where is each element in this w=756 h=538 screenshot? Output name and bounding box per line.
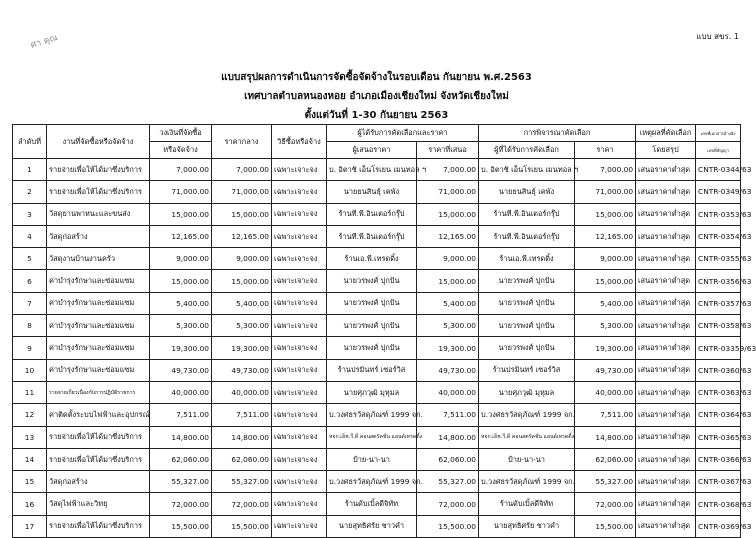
cell-bidder: นายศุภวุฒิ มุหุมล xyxy=(327,381,417,403)
cell-budget: 71,000.00 xyxy=(150,181,212,203)
cell-median: 49,730.00 xyxy=(212,359,272,381)
cell-contract: CNTR-0354/63 xyxy=(696,225,741,247)
cell-budget: 49,730.00 xyxy=(150,359,212,381)
cell-no: 3 xyxy=(13,203,47,225)
header-budget: วงเงินที่จัดซื้อ xyxy=(150,125,212,142)
cell-budget: 19,300.00 xyxy=(150,337,212,359)
cell-method: เฉพาะเจาะจง xyxy=(272,181,327,203)
cell-bidder: บ.วงศธรวัสดุภัณฑ์ 1999 จก. xyxy=(327,404,417,426)
cell-bid-price: 7,000.00 xyxy=(417,159,479,181)
header-method: วิธีซื้อหรือจ้าง xyxy=(272,125,327,159)
cell-reason: เสนอราคาต่ำสุด xyxy=(636,426,696,448)
table-row xyxy=(13,315,741,337)
cell-price: 40,000.00 xyxy=(575,381,636,403)
cell-budget: 15,000.00 xyxy=(150,203,212,225)
cell-winner: ร้านปรมินทร์ เซอร์วิส xyxy=(479,359,575,381)
cell-budget: 7,000.00 xyxy=(150,159,212,181)
cell-price: 5,400.00 xyxy=(575,292,636,314)
cell-median: 15,000.00 xyxy=(212,203,272,225)
cell-median: 19,300.00 xyxy=(212,337,272,359)
cell-item: ค่าติดตั้งระบบไฟฟ้าและอุปกรณ์ xyxy=(47,404,150,426)
cell-median: 5,400.00 xyxy=(212,292,272,314)
cell-method: เฉพาะเจาะจง xyxy=(272,381,327,403)
cell-bidder: นายวรพงศ์ ปุกปัน xyxy=(327,337,417,359)
cell-bid-price: 71,000.00 xyxy=(417,181,479,203)
cell-budget: 40,000.00 xyxy=(150,381,212,403)
cell-item: ค่าบำรุงรักษาและซ่อมแซม xyxy=(47,292,150,314)
table-row xyxy=(13,225,741,247)
cell-bidder: หจก.เอ็ช.วี.ดี คอนสตรัคชั่น แอนด์เทรดดิ้ง xyxy=(327,426,417,448)
cell-item: วัสดุก่อสร้าง xyxy=(47,471,150,493)
cell-bidder: นายสุทธิศรัย ชาวคำ xyxy=(327,515,417,537)
cell-winner: นายวรพงศ์ ปุกปัน xyxy=(479,337,575,359)
cell-contract: CNTR-0357/63 xyxy=(696,292,741,314)
cell-contract: CNTR-0360/63 xyxy=(696,359,741,381)
cell-contract: CNTR-0353/63 xyxy=(696,203,741,225)
cell-bid-price: 9,000.00 xyxy=(417,248,479,270)
cell-item: ค่าบำรุงรักษาและซ่อมแซม xyxy=(47,270,150,292)
cell-reason: เสนอราคาต่ำสุด xyxy=(636,359,696,381)
cell-winner: ร้านเอ.พี.เทรดดิ้ง xyxy=(479,248,575,270)
cell-bid-price: 72,000.00 xyxy=(417,493,479,515)
cell-bid-price: 49,730.00 xyxy=(417,359,479,381)
cell-bid-price: 5,300.00 xyxy=(417,315,479,337)
header-reason: เหตุผลที่คัดเลือก xyxy=(636,125,696,142)
table-row xyxy=(13,181,741,203)
cell-contract: CNTR-0369/63 xyxy=(696,515,741,537)
cell-winner: ร้านที.พี.อินเตอร์กรุ๊ป xyxy=(479,203,575,225)
cell-item: รายจ่ายเพื่อให้ได้มาซึ่งบริการ xyxy=(47,448,150,470)
cell-item: วัสดุยานพาหนะและขนส่ง xyxy=(47,203,150,225)
cell-method: เฉพาะเจาะจง xyxy=(272,471,327,493)
cell-no: 16 xyxy=(13,493,47,515)
cell-median: 14,800.00 xyxy=(212,426,272,448)
cell-winner: นายยนสินธุ์ เคพัง xyxy=(479,181,575,203)
cell-winner: ป้าย-นา-นา xyxy=(479,448,575,470)
cell-budget: 5,400.00 xyxy=(150,292,212,314)
cell-method: เฉพาะเจาะจง xyxy=(272,225,327,247)
cell-item: รายจ่ายเพื่อให้ได้มาซึ่งบริการ xyxy=(47,515,150,537)
cell-bidder: นายยนสินธุ์ เคพัง xyxy=(327,181,417,203)
header-item: งานที่จัดซื้อหรือจัดจ้าง xyxy=(47,125,150,159)
cell-winner: ร้านที.พี.อินเตอร์กรุ๊ป xyxy=(479,225,575,247)
cell-method: เฉพาะเจาะจง xyxy=(272,292,327,314)
cell-bidder: ร้านที.พี.อินเตอร์กรุ๊ป xyxy=(327,203,417,225)
cell-item: ค่าบำรุงรักษาและซ่อมแซม xyxy=(47,359,150,381)
cell-method: เฉพาะเจาะจง xyxy=(272,426,327,448)
header-winner: ผู้ที่ได้รับการคัดเลือก xyxy=(479,142,575,159)
cell-no: 17 xyxy=(13,515,47,537)
organization-title: เทศบาลตำบลหนองหอย อำเภอเมืองเชียงใหม่ จังหวัดเชียงใหม่ xyxy=(244,91,509,102)
cell-median: 7,511.00 xyxy=(212,404,272,426)
cell-price: 15,500.00 xyxy=(575,515,636,537)
cell-item: วัสดุก่อสร้าง xyxy=(47,225,150,247)
cell-winner: นายวรพงศ์ ปุกปัน xyxy=(479,270,575,292)
cell-item: วัสดุไฟฟ้าและวิทยุ xyxy=(47,493,150,515)
cell-bidder: ร้านดับเบิ้ลดีจิทัท xyxy=(327,493,417,515)
cell-budget: 15,500.00 xyxy=(150,515,212,537)
cell-bidder: ร้านปรมินทร์ เซอร์วิส xyxy=(327,359,417,381)
cell-no: 5 xyxy=(13,248,47,270)
header-median: ราคากลาง xyxy=(212,125,272,159)
cell-method: เฉพาะเจาะจง xyxy=(272,248,327,270)
table-row xyxy=(13,248,741,270)
cell-contract: CNTR-0356/63 xyxy=(696,270,741,292)
cell-no: 1 xyxy=(13,159,47,181)
cell-no: 11 xyxy=(13,381,47,403)
cell-price: 14,800.00 xyxy=(575,426,636,448)
cell-price: 49,730.00 xyxy=(575,359,636,381)
table-row xyxy=(13,404,741,426)
cell-item: รายจ่ายเกี่ยวเนื่องกับการปฏิบัติราชการ xyxy=(47,381,150,403)
cell-bidder: ร้านเอ.พี.เทรดดิ้ง xyxy=(327,248,417,270)
cell-reason: เสนอราคาต่ำสุด xyxy=(636,515,696,537)
cell-item: วัสดุงานบ้านงานครัว xyxy=(47,248,150,270)
table-row xyxy=(13,359,741,381)
cell-contract: CNTR-0344/63 xyxy=(696,159,741,181)
cell-reason: เสนอราคาต่ำสุด xyxy=(636,270,696,292)
header-bidders: ผู้ได้รับการคัดเลือกและราคา xyxy=(327,125,479,142)
cell-bid-price: 7,511.00 xyxy=(417,404,479,426)
cell-bidder: นายวรพงศ์ ปุกปัน xyxy=(327,315,417,337)
table-row xyxy=(13,381,741,403)
cell-budget: 72,000.00 xyxy=(150,493,212,515)
cell-winner: บ. อิตาชิ เอ็นโรเยน เมนทอล ฯ xyxy=(479,159,575,181)
cell-winner: บ.วงศธรวัสดุภัณฑ์ 1999 จก. xyxy=(479,404,575,426)
cell-bidder: ร้านที.พี.อินเตอร์กรุ๊ป xyxy=(327,225,417,247)
cell-contract: CNTR-0365/63 xyxy=(696,426,741,448)
cell-method: เฉพาะเจาะจง xyxy=(272,315,327,337)
cell-contract: CNTR-0363/63 xyxy=(696,381,741,403)
cell-no: 6 xyxy=(13,270,47,292)
cell-price: 62,060.00 xyxy=(575,448,636,470)
cell-price: 72,000.00 xyxy=(575,493,636,515)
cell-method: เฉพาะเจาะจง xyxy=(272,359,327,381)
cell-winner: หจก.เอ็ช.วี.ดี คอนสตรัคชั่น แอนด์เทรดดิ้ง xyxy=(479,426,575,448)
cell-bid-price: 40,000.00 xyxy=(417,381,479,403)
cell-median: 12,165.00 xyxy=(212,225,272,247)
cell-budget: 55,327.00 xyxy=(150,471,212,493)
cell-no: 15 xyxy=(13,471,47,493)
cell-budget: 12,165.00 xyxy=(150,225,212,247)
cell-bidder: นายวรพงศ์ ปุกปัน xyxy=(327,270,417,292)
cell-budget: 9,000.00 xyxy=(150,248,212,270)
cell-item: ค่าบำรุงรักษาและซ่อมแซม xyxy=(47,337,150,359)
cell-budget: 14,800.00 xyxy=(150,426,212,448)
header-contract-2: เลขที่สัญญา xyxy=(696,142,741,159)
cell-winner: ร้านดับเบิ้ลดีจิทัท xyxy=(479,493,575,515)
cell-reason: เสนอราคาต่ำสุด xyxy=(636,448,696,470)
header-contract: เลขที่เอกสารอ้างอิง xyxy=(696,125,741,142)
cell-bidder: ป้าย-นา-นา xyxy=(327,448,417,470)
cell-winner: นายวรพงศ์ ปุกปัน xyxy=(479,315,575,337)
cell-method: เฉพาะเจาะจง xyxy=(272,448,327,470)
cell-item: ค่าบำรุงรักษาและซ่อมแซม xyxy=(47,315,150,337)
cell-item: รายจ่ายเพื่อให้ได้มาซึ่งบริการ xyxy=(47,181,150,203)
cell-winner: บ.วงศธรวัสดุภัณฑ์ 1999 จก. xyxy=(479,471,575,493)
cell-method: เฉพาะเจาะจง xyxy=(272,203,327,225)
cell-reason: เสนอราคาต่ำสุด xyxy=(636,381,696,403)
cell-price: 7,511.00 xyxy=(575,404,636,426)
cell-median: 62,060.00 xyxy=(212,448,272,470)
cell-no: 14 xyxy=(13,448,47,470)
cell-winner: นายวรพงศ์ ปุกปัน xyxy=(479,292,575,314)
cell-budget: 15,000.00 xyxy=(150,270,212,292)
cell-price: 5,300.00 xyxy=(575,315,636,337)
cell-contract: CNTR-0366/63 xyxy=(696,448,741,470)
table-row xyxy=(13,515,741,537)
cell-contract: CNTR-0358/63 xyxy=(696,315,741,337)
cell-price: 15,000.00 xyxy=(575,203,636,225)
table-row xyxy=(13,493,741,515)
cell-contract: CNTR-0355/63 xyxy=(696,248,741,270)
cell-no: 7 xyxy=(13,292,47,314)
cell-item: รายจ่ายเพื่อให้ได้มาซึ่งบริการ xyxy=(47,426,150,448)
cell-budget: 5,300.00 xyxy=(150,315,212,337)
cell-median: 5,300.00 xyxy=(212,315,272,337)
cell-bid-price: 15,000.00 xyxy=(417,203,479,225)
cell-no: 12 xyxy=(13,404,47,426)
cell-reason: เสนอราคาต่ำสุด xyxy=(636,404,696,426)
cell-method: เฉพาะเจาะจง xyxy=(272,404,327,426)
procurement-table xyxy=(12,124,756,538)
cell-method: เฉพาะเจาะจง xyxy=(272,493,327,515)
cell-bid-price: 14,800.00 xyxy=(417,426,479,448)
cell-bid-price: 15,500.00 xyxy=(417,515,479,537)
cell-item: รายจ่ายเพื่อให้ได้มาซึ่งบริการ xyxy=(47,159,150,181)
cell-contract: CNTR-0368/63 xyxy=(696,493,741,515)
cell-price: 19,300.00 xyxy=(575,337,636,359)
cell-method: เฉพาะเจาะจง xyxy=(272,515,327,537)
handwritten-note: ศา คุณ xyxy=(29,32,60,52)
cell-median: 71,000.00 xyxy=(212,181,272,203)
cell-reason: เสนอราคาต่ำสุด xyxy=(636,493,696,515)
cell-median: 7,000.00 xyxy=(212,159,272,181)
cell-bid-price: 62,060.00 xyxy=(417,448,479,470)
cell-budget: 7,511.00 xyxy=(150,404,212,426)
cell-bid-price: 19,300.00 xyxy=(417,337,479,359)
cell-reason: เสนอราคาต่ำสุด xyxy=(636,471,696,493)
cell-reason: เสนอราคาต่ำสุด xyxy=(636,159,696,181)
header-reason-2: โดยสรุป xyxy=(636,142,696,159)
report-title: แบบสรุปผลการดำเนินการจัดซื้อจัดจ้างในรอบเดือน กันยายน พ.ศ.2563 xyxy=(221,72,532,83)
cell-median: 72,000.00 xyxy=(212,493,272,515)
cell-price: 7,000.00 xyxy=(575,159,636,181)
table-row xyxy=(13,426,741,448)
cell-price: 55,327.00 xyxy=(575,471,636,493)
cell-median: 40,000.00 xyxy=(212,381,272,403)
cell-median: 15,000.00 xyxy=(212,270,272,292)
cell-reason: เสนอราคาต่ำสุด xyxy=(636,248,696,270)
header-budget-2: หรือจัดจ้าง xyxy=(150,142,212,159)
cell-median: 55,327.00 xyxy=(212,471,272,493)
table-row xyxy=(13,159,741,181)
header-price: ราคา xyxy=(575,142,636,159)
cell-no: 9 xyxy=(13,337,47,359)
cell-contract: CNTR-0367/63 xyxy=(696,471,741,493)
cell-contract: CNTR-0364/63 xyxy=(696,404,741,426)
cell-bid-price: 5,400.00 xyxy=(417,292,479,314)
table-row xyxy=(13,292,741,314)
cell-winner: นายสุทธิศรัย ชาวคำ xyxy=(479,515,575,537)
header-selection: การพิจารณาคัดเลือก xyxy=(479,125,636,142)
cell-bid-price: 55,327.00 xyxy=(417,471,479,493)
cell-method: เฉพาะเจาะจง xyxy=(272,270,327,292)
cell-no: 4 xyxy=(13,225,47,247)
form-code: แบบ สขร. 1 xyxy=(696,32,739,41)
table-row xyxy=(13,337,741,359)
cell-no: 8 xyxy=(13,315,47,337)
table-row xyxy=(13,270,741,292)
cell-price: 71,000.00 xyxy=(575,181,636,203)
table-row xyxy=(13,448,741,470)
cell-no: 13 xyxy=(13,426,47,448)
cell-reason: เสนอราคาต่ำสุด xyxy=(636,292,696,314)
cell-bid-price: 15,000.00 xyxy=(417,270,479,292)
header-bidder-price: ราคาที่เสนอ xyxy=(417,142,479,159)
cell-reason: เสนอราคาต่ำสุด xyxy=(636,181,696,203)
cell-contract: CNTR-0349/63 xyxy=(696,181,741,203)
cell-no: 2 xyxy=(13,181,47,203)
cell-method: เฉพาะเจาะจง xyxy=(272,337,327,359)
cell-no: 10 xyxy=(13,359,47,381)
table-row xyxy=(13,471,741,493)
cell-reason: เสนอราคาต่ำสุด xyxy=(636,225,696,247)
table-row xyxy=(13,203,741,225)
cell-bidder: บ. อิตาชิ เอ็นโรเยน เมนทอล ฯ xyxy=(327,159,417,181)
cell-price: 9,000.00 xyxy=(575,248,636,270)
header-bidder-name: ผู้เสนอราคา xyxy=(327,142,417,159)
cell-median: 9,000.00 xyxy=(212,248,272,270)
date-range-title: ตั้งแต่วันที่ 1-30 กันยายน 2563 xyxy=(304,110,449,121)
cell-price: 12,165.00 xyxy=(575,225,636,247)
cell-contract: CNTR-03359/63 xyxy=(696,337,741,359)
cell-bidder: บ.วงศธรวัสดุภัณฑ์ 1999 จก. xyxy=(327,471,417,493)
cell-budget: 62,060.00 xyxy=(150,448,212,470)
cell-reason: เสนอราคาต่ำสุด xyxy=(636,315,696,337)
cell-median: 15,500.00 xyxy=(212,515,272,537)
cell-bidder: นายวรพงศ์ ปุกปัน xyxy=(327,292,417,314)
cell-method: เฉพาะเจาะจง xyxy=(272,159,327,181)
cell-reason: เสนอราคาต่ำสุด xyxy=(636,203,696,225)
cell-price: 15,000.00 xyxy=(575,270,636,292)
header-no: ลำดับที่ xyxy=(13,125,47,159)
cell-bid-price: 12,165.00 xyxy=(417,225,479,247)
cell-reason: เสนอราคาต่ำสุด xyxy=(636,337,696,359)
cell-winner: นายศุภวุฒิ มุหุมล xyxy=(479,381,575,403)
